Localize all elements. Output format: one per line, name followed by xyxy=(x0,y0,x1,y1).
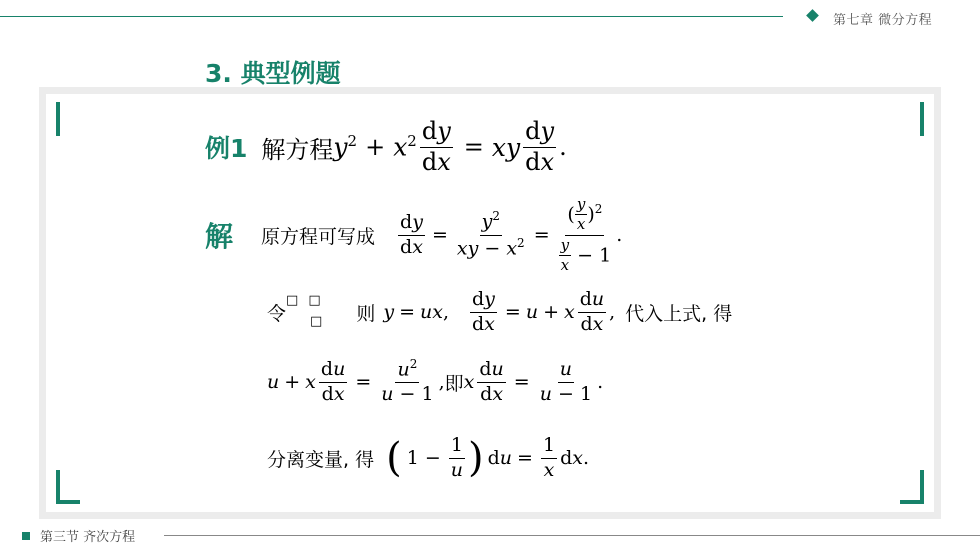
solution-text-1: 原方程可写成 xyxy=(261,225,376,248)
substitute-text: 代入上式, 得 xyxy=(625,302,733,325)
ie-text: 即 xyxy=(444,372,464,395)
panel-corner-tl xyxy=(56,102,60,136)
solution-line-4: 分离变量, 得 ( 1 − $\frac{1}{u}$ ) d u = $\frac{1}{x}$ d x . xyxy=(267,433,589,481)
separate-text: 分离变量, 得 xyxy=(267,448,375,471)
solution-line-3: u + x $\frac{du}{dx}$ = $\frac{u^2}{u - 1}$ , 即 x $\frac{du}{dx}$ = $\frac{u}{u - 1}$ . xyxy=(267,356,604,406)
let-text: 令 xyxy=(267,302,287,325)
panel-corner-bl-h xyxy=(56,500,80,504)
example-line: 例1 解方程 $y^2$ + $x^2$ $\frac{dy}{dx}$ = xy $\frac{dy}{dx}$ . xyxy=(205,116,567,176)
diamond-icon xyxy=(806,9,819,22)
solution-label: 解 xyxy=(205,220,234,253)
panel-corner-br xyxy=(920,470,924,504)
chapter-title: 第七章 微分方程 xyxy=(833,13,933,28)
footer-section: 第三节 齐次方程 xyxy=(40,530,136,545)
panel-corner-bl xyxy=(56,470,60,504)
solution-line-2: 令 □ □ □ 则 y = ux , $\frac{dy}{dx}$ = u + x $\frac{du}{dx}$ , 代入上式, 得 xyxy=(267,287,733,335)
fraction-dy-dx-2: $\frac{dy}{dx}$ xyxy=(525,116,555,176)
section-title: 3. 典型例题 xyxy=(205,59,341,88)
panel-corner-br-h xyxy=(900,500,924,504)
then-text: 则 xyxy=(356,302,376,325)
footer-square-icon xyxy=(22,532,30,540)
fraction-dy-dx-1: $\frac{dy}{dx}$ xyxy=(421,116,451,176)
header-rule xyxy=(0,16,783,17)
example-label: 例1 xyxy=(205,134,248,163)
missing-glyph-group: □ □ □ xyxy=(286,293,323,329)
example-prompt: 解方程 xyxy=(261,135,334,164)
panel-corner-tr xyxy=(920,102,924,136)
footer-rule xyxy=(164,535,980,536)
solution-line-1: 解 原方程可写成 $\frac{dy}{dx}$ = $\frac{y^2}{xy - x^2}$ = ( $\frac{y}{x}$ )$^2$ $\frac{y}{x}$ − 1 . xyxy=(205,195,623,274)
